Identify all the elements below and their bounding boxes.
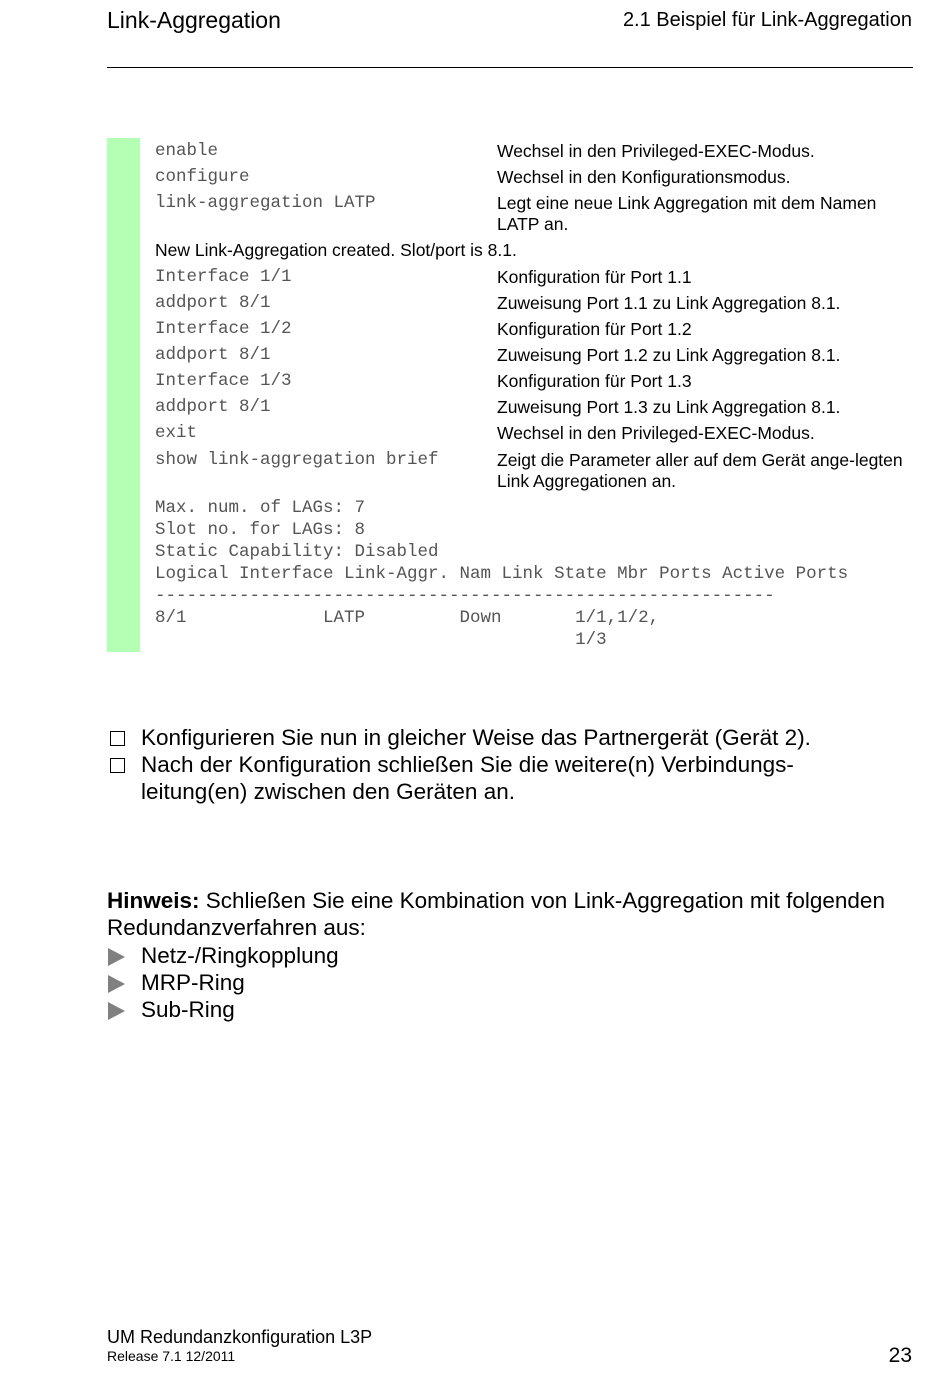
command-description: Konfiguration für Port 1.2 — [497, 319, 692, 339]
step-text: Nach der Konfiguration schließen Sie die weitere(n) Verbindungs-leitung(en) zwischen den Geräten an. — [141, 752, 794, 804]
cli-command: addport 8/1 — [155, 345, 271, 365]
created-message: New Link-Aggregation created. Slot/port is 8.1. — [155, 240, 517, 260]
cli-command: addport 8/1 — [155, 293, 271, 313]
command-description: Zuweisung Port 1.1 zu Link Aggregation 8.1. — [497, 293, 841, 313]
footer-manual-title: UM Redundanzkonfiguration L3P — [107, 1327, 373, 1347]
cli-example-block — [107, 138, 913, 652]
note-paragraph — [107, 887, 887, 941]
command-description: Wechsel in den Privileged-EXEC-Modus. — [497, 141, 815, 161]
triangle-bullet-icon — [108, 975, 125, 993]
output-separator: ----------------------------------------------------------- — [155, 586, 775, 606]
header-chapter-title: Link-Aggregation — [107, 7, 281, 33]
cli-command: enable — [155, 141, 219, 161]
cli-command: Interface 1/2 — [155, 319, 292, 339]
command-description: Zuweisung Port 1.2 zu Link Aggregation 8.1. — [497, 345, 841, 365]
command-description: Konfiguration für Port 1.1 — [497, 267, 692, 287]
triangle-bullet-icon — [108, 1002, 125, 1020]
command-description: Konfiguration für Port 1.3 — [497, 371, 692, 391]
header-rule — [107, 67, 913, 68]
command-description: Wechsel in den Konfigurationsmodus. — [497, 167, 791, 187]
note-text: Schließen Sie eine Kombination von Link-Aggregation mit folgenden Redundanzverfahren aus: — [107, 888, 885, 940]
cli-command: show link-aggregation brief — [155, 450, 439, 470]
list-item-text: MRP-Ring — [141, 970, 245, 995]
list-item-text: Netz-/Ringkopplung — [141, 943, 339, 968]
output-table-row: 8/1 LATP Down 1/1,1/2, — [155, 608, 660, 628]
command-description: Wechsel in den Privileged-EXEC-Modus. — [497, 423, 815, 443]
output-line: Static Capability: Disabled — [155, 542, 439, 562]
command-description: Zeigt die Parameter aller auf dem Gerät ange-legten Link Aggregationen an. — [497, 450, 903, 491]
cli-command: link-aggregation LATP — [155, 193, 376, 213]
command-description: Zuweisung Port 1.3 zu Link Aggregation 8.1. — [497, 397, 841, 417]
output-line: Slot no. for LAGs: 8 — [155, 520, 366, 540]
cli-command: Interface 1/3 — [155, 371, 292, 391]
cli-command: configure — [155, 167, 250, 187]
list-item-text: Sub-Ring — [141, 997, 235, 1022]
triangle-bullet-icon — [108, 948, 125, 966]
note-label: Hinweis: — [107, 888, 200, 913]
output-line: Max. num. of LAGs: 7 — [155, 498, 366, 518]
cli-command: Interface 1/1 — [155, 267, 292, 287]
step-text: Konfigurieren Sie nun in gleicher Weise das Partnergerät (Gerät 2). — [141, 725, 811, 750]
cli-marker-bar — [107, 138, 140, 652]
checkbox-icon — [110, 731, 125, 746]
cli-command: exit — [155, 423, 198, 443]
command-description: Legt eine neue Link Aggregation mit dem Namen LATP an. — [497, 193, 877, 234]
footer-release: Release 7.1 12/2011 — [107, 1348, 236, 1364]
output-table-row-cont: 1/3 — [155, 630, 607, 650]
cli-command: addport 8/1 — [155, 397, 271, 417]
output-table-header: Logical Interface Link-Aggr. Nam Link State Mbr Ports Active Ports — [155, 564, 849, 584]
header-section-title: 2.1 Beispiel für Link-Aggregation — [622, 9, 912, 31]
checkbox-icon — [110, 758, 125, 773]
page-number: 23 — [888, 1344, 912, 1367]
